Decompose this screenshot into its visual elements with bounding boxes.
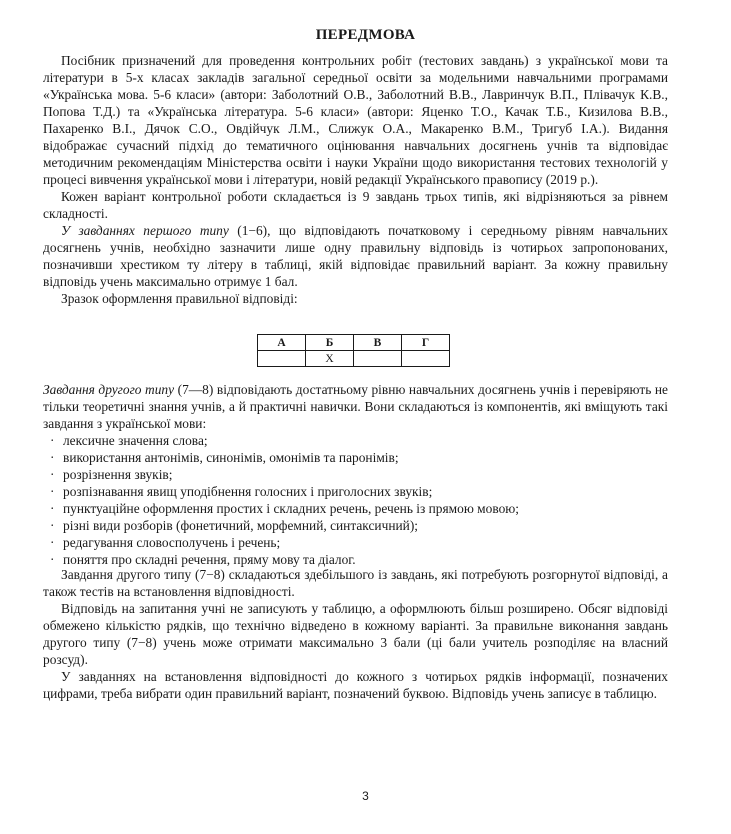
bullet-icon: · [50, 535, 55, 550]
second-type-lead: Завдання другого типу [43, 382, 175, 397]
list-item: · лексичне значення слова; [50, 433, 208, 448]
paragraph-second-type-detail: Завдання другого типу (7−8) складаються здебільшого із завдань, які потребують розгорнутої відповіді, а також тестів на встановлення відповідності. [43, 567, 668, 599]
answer-table-header-cell: Г [402, 335, 450, 351]
bullet-icon: · [50, 450, 55, 465]
paragraph-structure: Кожен варіант контрольної роботи складається із 9 завдань трьох типів, які відрізняються за рівнем складності. [43, 189, 668, 221]
page-number: 3 [362, 789, 369, 803]
answer-table-cell [258, 351, 306, 367]
bullet-icon: · [50, 518, 55, 533]
bullet-icon: · [50, 501, 55, 516]
answer-table-header-cell: А [258, 335, 306, 351]
paragraph-purpose: Посібник призначений для проведення контрольних робіт (тестових завдань) з української мови та літератури в 5-х класах закладів загальної середньої освіти за модельними навчальними програмами «Українська мова. 5-6 класи» (автори: Заболотний О.В., Заболотний В.В., Лавринчук В.П., Плівачук К.В., Попова Т.Д.) та «Українська література. 5-6 класи» (автори: Яценко Т.О., Качак Т.Б., Кизилова В.В., Пахаренко В.І., Дячок С.О., Овдійчук Л.М., Слижук О.А., Макаренко В.М., Тригуб І.А.). Видання відображає сучасний підхід до тематичного оцінювання навчальних досягнень учнів та відповідає методичним рекомендаціям Міністерства освіти і науки України щодо використання тестових технологій у процесі вивчення української мови і літератури, новій редакції Українського правопису (2019 р.). [43, 53, 668, 187]
second-type-text-block [43, 381, 668, 568]
list-item: · розрізнення звуків; [50, 467, 173, 482]
bullet-icon: · [50, 552, 55, 567]
paragraph-first-type [43, 222, 668, 290]
page-title: ПЕРЕДМОВА [315, 27, 416, 43]
second-type-rest: (7—8) відповідають достатньому рівню навчальних досягнень учнів і перевіряють не тільки теоретичні знання учнів, а й практичні навички. Вони складаються із компонентів, які вміщують такі завдання з української мови: [43, 382, 668, 431]
list-item: · різні види розборів (фонетичний, морфемний, синтаксичний); [50, 518, 418, 533]
answer-table-header-cell: Б [306, 335, 354, 351]
bullet-icon: · [50, 433, 55, 448]
list-item: · використання антонімів, синонімів, омонімів та паронімів; [50, 450, 399, 465]
answer-table-cell: Х [306, 351, 354, 367]
first-type-lead: У завданнях першого типу [61, 223, 229, 238]
answer-table-cell [354, 351, 402, 367]
answer-table-row [258, 351, 450, 367]
paragraph-sample-caption: Зразок оформлення правильної відповіді: [61, 291, 298, 306]
intro-text-block [43, 52, 668, 307]
list-item: · поняття про складні речення, пряму мову та діалог. [50, 552, 356, 567]
task-components-list [43, 432, 668, 568]
list-item: · редагування словосполучень і речень; [50, 535, 281, 550]
paragraph-second-type [43, 381, 668, 432]
list-item: · пунктуаційне оформлення простих і складних речень, речень із прямою мовою; [50, 501, 519, 516]
answer-table-header-cell: В [354, 335, 402, 351]
paragraph-matching-tasks: У завданнях на встановлення відповідності до кожного з чотирьох рядків інформації, позначених цифрами, треба вибрати один правильний варіант, позначений буквою. Відповідь учень записує в таблицю. [43, 669, 668, 701]
first-type-rest: (1−6), що відповідають початковому і середньому рівням навчальних досягнень учнів, необхідно зазначити лише одну правильну відповідь із чотирьох запропонованих, позначивши хрестиком ту літеру в таблиці, якій відповідає правильний варіант. За кожну правильну відповідь учень максимально отримує 1 бал. [43, 223, 669, 289]
closing-text-block [43, 566, 668, 702]
bullet-icon: · [50, 467, 55, 482]
paragraph-answer-format: Відповідь на запитання учні не записують у таблицю, а оформлюють більш розширено. Обсяг відповіді обмежено кількістю рядків, що технічно відведено в кожному варіанті. За правильне виконання завдань другого типу (7−8) учень може отримати максимально 3 бали (ці бали учитель розподіляє на власний розсуд). [43, 601, 668, 667]
list-item: · розпізнавання явищ уподібнення голосних і приголосних звуків; [50, 484, 433, 499]
answer-table-header-row [258, 335, 450, 351]
answer-sample-table [257, 334, 450, 367]
answer-table-cell [402, 351, 450, 367]
bullet-icon: · [50, 484, 55, 499]
